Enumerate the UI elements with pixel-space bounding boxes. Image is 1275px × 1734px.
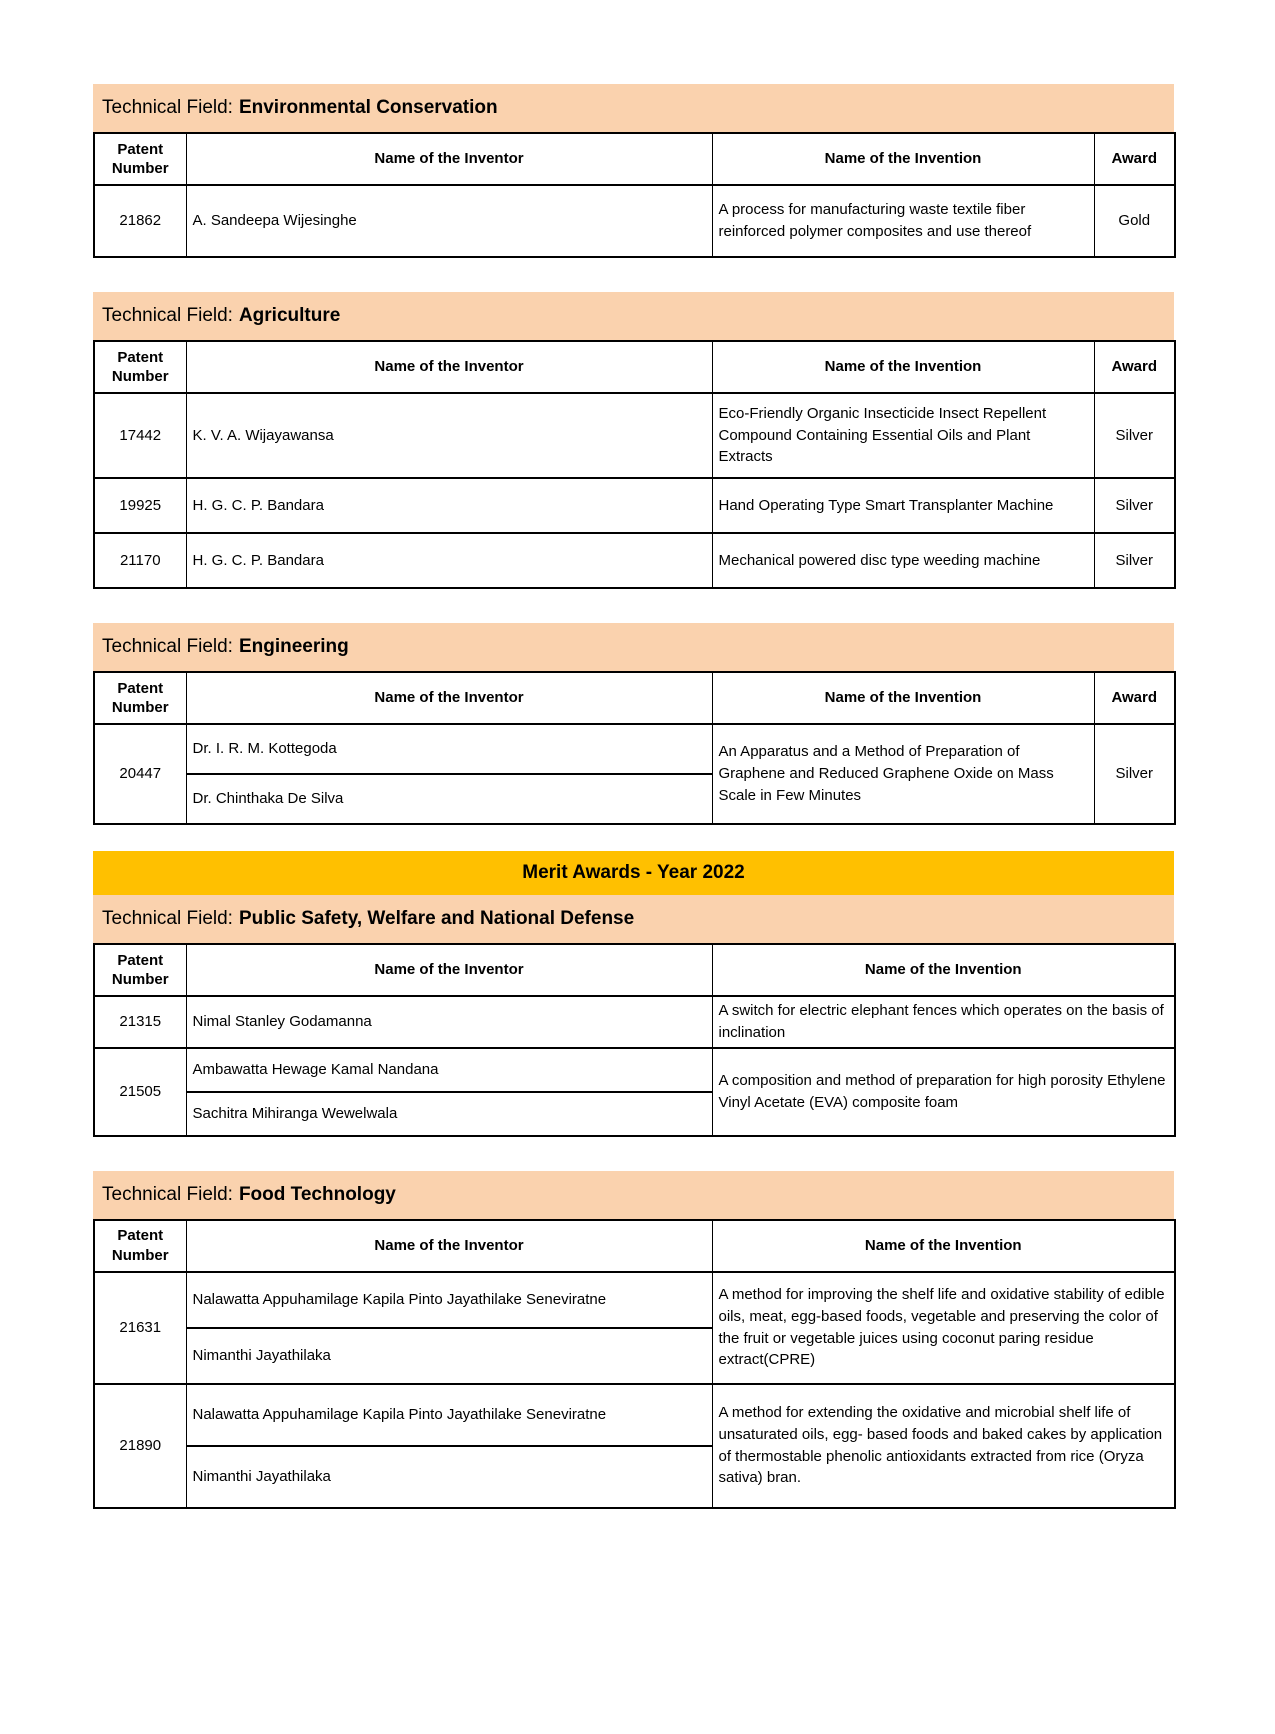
invention-cell: Hand Operating Type Smart Transplanter Machine <box>712 478 1094 533</box>
technical-field-name: Food Technology <box>238 1183 396 1205</box>
inventor-cell: H. G. C. P. Bandara <box>186 533 712 588</box>
col-header-patent-number: Patent Number <box>94 944 186 996</box>
patent-number-cell: 21315 <box>94 996 186 1048</box>
table-row <box>94 1384 1175 1446</box>
col-header-invention: Name of the Invention <box>712 944 1175 996</box>
col-header-invention: Name of the Invention <box>712 672 1094 724</box>
inventor-cell: Ambawatta Hewage Kamal Nandana <box>186 1048 712 1092</box>
patents-table <box>93 943 1176 1137</box>
section-engineering <box>93 623 1174 825</box>
technical-field-name: Engineering <box>238 636 349 657</box>
award-cell: Silver <box>1094 393 1175 478</box>
technical-field-label: Technical Field: <box>102 636 233 657</box>
patents-table <box>93 132 1176 258</box>
table-header-row <box>94 1220 1175 1272</box>
section-agriculture <box>93 292 1174 589</box>
invention-cell: A switch for electric elephant fences which operates on the basis of inclination <box>712 996 1175 1048</box>
merit-awards-banner <box>93 851 1174 895</box>
section-header-bar <box>93 623 1174 671</box>
document-page <box>93 84 1174 1509</box>
table-row <box>94 185 1175 257</box>
table-row <box>94 996 1175 1048</box>
technical-field-label: Technical Field: <box>102 97 233 118</box>
table-header-row <box>94 133 1175 185</box>
inventor-cell: Sachitra Mihiranga Wewelwala <box>186 1092 712 1136</box>
col-header-award: Award <box>1094 133 1175 185</box>
inventor-cell: Nalawatta Appuhamilage Kapila Pinto Jayathilake Seneviratne <box>186 1272 712 1328</box>
award-cell: Silver <box>1094 724 1175 824</box>
technical-field-name: Agriculture <box>238 305 341 326</box>
patent-number-cell: 17442 <box>94 393 186 478</box>
technical-field-name: Environmental Conservation <box>238 97 498 118</box>
patent-number-cell: 21862 <box>94 185 186 257</box>
table-row <box>94 393 1175 478</box>
inventor-cell: H. G. C. P. Bandara <box>186 478 712 533</box>
technical-field-name: Public Safety, Welfare and National Defense <box>238 908 635 929</box>
table-row <box>94 1048 1175 1092</box>
col-header-inventor: Name of the Inventor <box>186 672 712 724</box>
col-header-patent-number: Patent Number <box>94 672 186 724</box>
section-header-bar <box>93 1171 1174 1219</box>
invention-cell: Mechanical powered disc type weeding machine <box>712 533 1094 588</box>
table-row <box>94 478 1175 533</box>
patents-table <box>93 340 1176 589</box>
award-cell: Silver <box>1094 533 1175 588</box>
invention-cell: A method for extending the oxidative and microbial shelf life of unsaturated oils, egg- based foods and baked cakes by application of thermostable phenolic antioxidants extracted from rice (Oryza sativa) bran. <box>712 1384 1175 1508</box>
patent-number-cell: 21170 <box>94 533 186 588</box>
table-header-row <box>94 672 1175 724</box>
award-cell: Gold <box>1094 185 1175 257</box>
technical-field-label: Technical Field: <box>102 1183 233 1205</box>
col-header-patent-number: Patent Number <box>94 133 186 185</box>
invention-cell: A method for improving the shelf life and oxidative stability of edible oils, meat, egg-based foods, vegetable and preserving the color of the fruit or vegetable juices using coconut paring residue extract(CPRE) <box>712 1272 1175 1384</box>
inventor-cell: Nalawatta Appuhamilage Kapila Pinto Jayathilake Seneviratne <box>186 1384 712 1446</box>
table-header-row <box>94 944 1175 996</box>
patent-number-cell: 20447 <box>94 724 186 824</box>
award-cell: Silver <box>1094 478 1175 533</box>
col-header-inventor: Name of the Inventor <box>186 341 712 393</box>
invention-cell: A process for manufacturing waste textile fiber reinforced polymer composites and use thereof <box>712 185 1094 257</box>
table-row <box>94 533 1175 588</box>
col-header-award: Award <box>1094 672 1175 724</box>
inventor-cell: Dr. Chinthaka De Silva <box>186 774 712 824</box>
invention-cell: An Apparatus and a Method of Preparation of Graphene and Reduced Graphene Oxide on Mass Scale in Few Minutes <box>712 724 1094 824</box>
patents-table <box>93 1219 1176 1509</box>
inventor-cell: Nimal Stanley Godamanna <box>186 996 712 1048</box>
invention-cell: Eco-Friendly Organic Insecticide Insect Repellent Compound Containing Essential Oils and Plant Extracts <box>712 393 1094 478</box>
technical-field-label: Technical Field: <box>102 908 233 929</box>
section-header-bar <box>93 84 1174 132</box>
section-header-bar <box>93 292 1174 340</box>
technical-field-label: Technical Field: <box>102 305 233 326</box>
col-header-inventor: Name of the Inventor <box>186 944 712 996</box>
patents-table <box>93 671 1176 825</box>
col-header-award: Award <box>1094 341 1175 393</box>
section-header-bar <box>93 895 1174 943</box>
patent-number-cell: 21505 <box>94 1048 186 1136</box>
inventor-cell: A. Sandeepa Wijesinghe <box>186 185 712 257</box>
col-header-invention: Name of the Invention <box>712 1220 1175 1272</box>
table-row <box>94 724 1175 774</box>
inventor-cell: Nimanthi Jayathilaka <box>186 1328 712 1384</box>
col-header-inventor: Name of the Inventor <box>186 1220 712 1272</box>
col-header-invention: Name of the Invention <box>712 133 1094 185</box>
patent-number-cell: 21631 <box>94 1272 186 1384</box>
table-row <box>94 1272 1175 1328</box>
col-header-patent-number: Patent Number <box>94 341 186 393</box>
section-food-technology <box>93 1171 1174 1509</box>
section-public-safety <box>93 895 1174 1137</box>
merit-awards-banner-label: Merit Awards - Year 2022 <box>522 862 745 883</box>
inventor-cell: Dr. I. R. M. Kottegoda <box>186 724 712 774</box>
inventor-cell: K. V. A. Wijayawansa <box>186 393 712 478</box>
patent-number-cell: 19925 <box>94 478 186 533</box>
inventor-cell: Nimanthi Jayathilaka <box>186 1446 712 1508</box>
invention-cell: A composition and method of preparation for high porosity Ethylene Vinyl Acetate (EVA) composite foam <box>712 1048 1175 1136</box>
section-environmental-conservation <box>93 84 1174 258</box>
col-header-invention: Name of the Invention <box>712 341 1094 393</box>
table-header-row <box>94 341 1175 393</box>
col-header-inventor: Name of the Inventor <box>186 133 712 185</box>
col-header-patent-number: Patent Number <box>94 1220 186 1272</box>
patent-number-cell: 21890 <box>94 1384 186 1508</box>
